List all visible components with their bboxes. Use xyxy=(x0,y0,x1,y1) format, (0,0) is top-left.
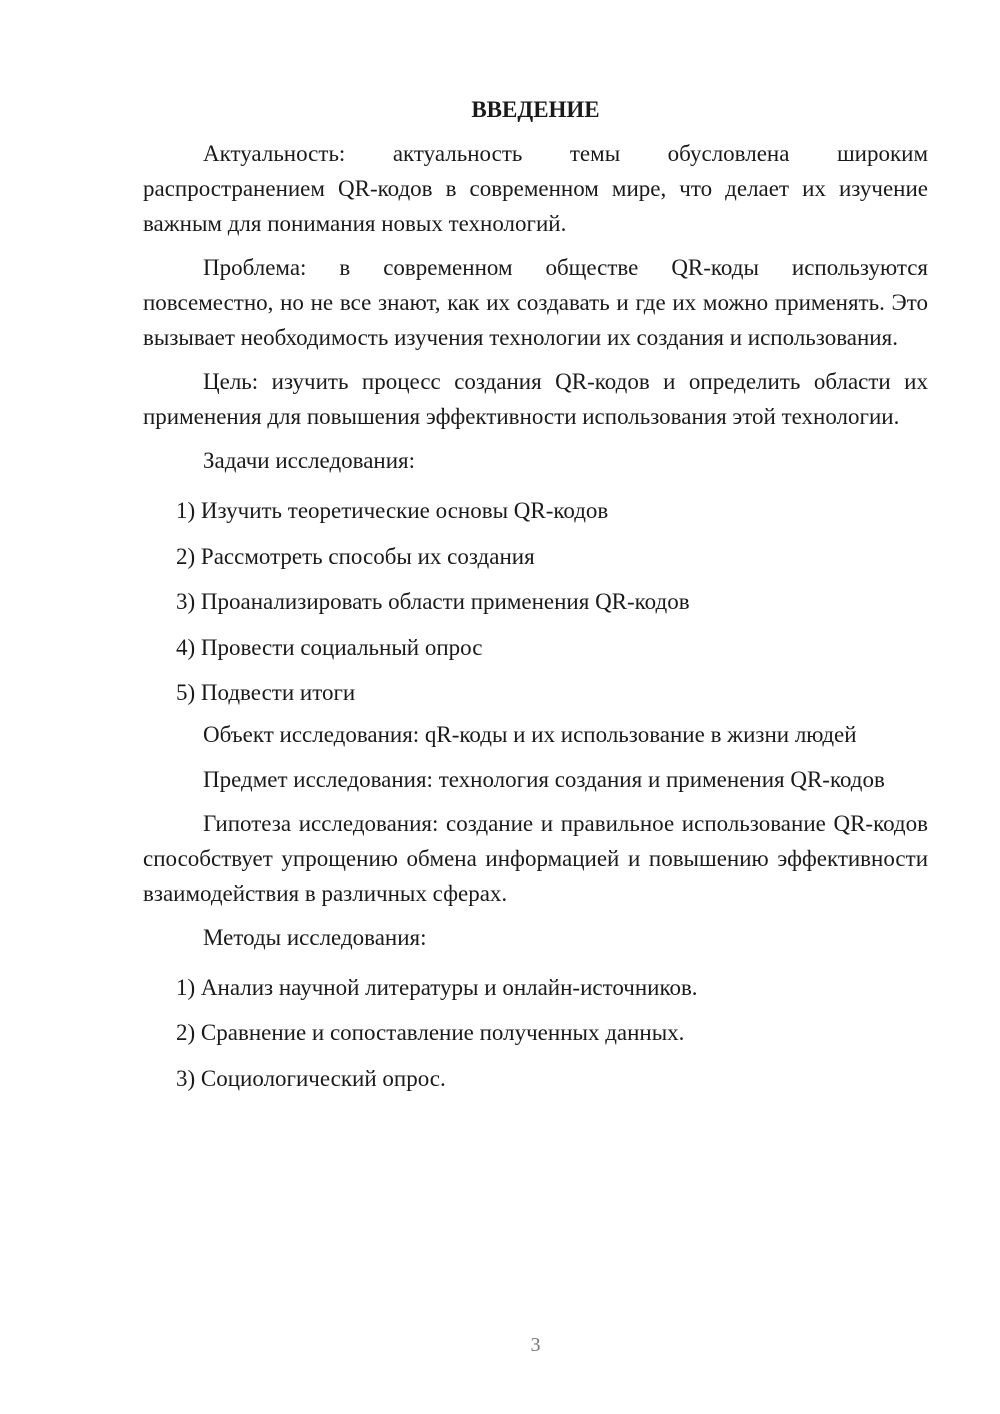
list-item: 2) Рассмотреть способы их создания xyxy=(176,543,535,569)
list-item: 4) Провести социальный опрос xyxy=(176,634,483,660)
relevance-paragraph: Актуальность: актуальность темы обусловлена широким распространением QR-кодов в современном мире, что делает их изучение важным для понимания новых технологий. xyxy=(143,141,928,236)
document-page xyxy=(143,92,928,1101)
list-item: 3) Социологический опрос. xyxy=(176,1065,446,1091)
methods-title: Методы исследования: xyxy=(203,924,427,950)
page-number: 3 xyxy=(530,1334,541,1356)
tasks-title: Задачи исследования: xyxy=(203,448,416,473)
problem-paragraph: Проблема: в современном обществе QR-коды используются повсеместно, но не все знают, как их создавать и где их можно применять. Это вызывает необходимость изучения технологии их создания и использования. xyxy=(143,255,928,350)
object-paragraph: Объект исследования: qR-коды и их использование в жизни людей xyxy=(203,721,857,747)
page-title: ВВЕДЕНИЕ xyxy=(471,97,600,122)
goal-paragraph: Цель: изучить процесс создания QR-кодов и определить области их применения для повышения эффективности использования этой технологии. xyxy=(143,369,928,429)
hypothesis-paragraph: Гипотеза исследования: создание и правильное использование QR-кодов способствует упрощению обмена информацией и повышению эффективности взаимодействия в различных сферах. xyxy=(143,810,928,906)
subject-paragraph: Предмет исследования: технология создания и применения QR-кодов xyxy=(203,766,885,792)
list-item: 2) Сравнение и сопоставление полученных данных. xyxy=(176,1020,685,1045)
list-item: 3) Проанализировать области применения QR-кодов xyxy=(176,589,690,614)
list-item: 5) Подвести итоги xyxy=(176,680,356,705)
list-item: 1) Изучить теоретические основы QR-кодов xyxy=(176,498,609,523)
methods-list xyxy=(143,965,928,1102)
tasks-list xyxy=(143,488,928,716)
list-item: 1) Анализ научной литературы и онлайн-источников. xyxy=(176,974,698,1000)
